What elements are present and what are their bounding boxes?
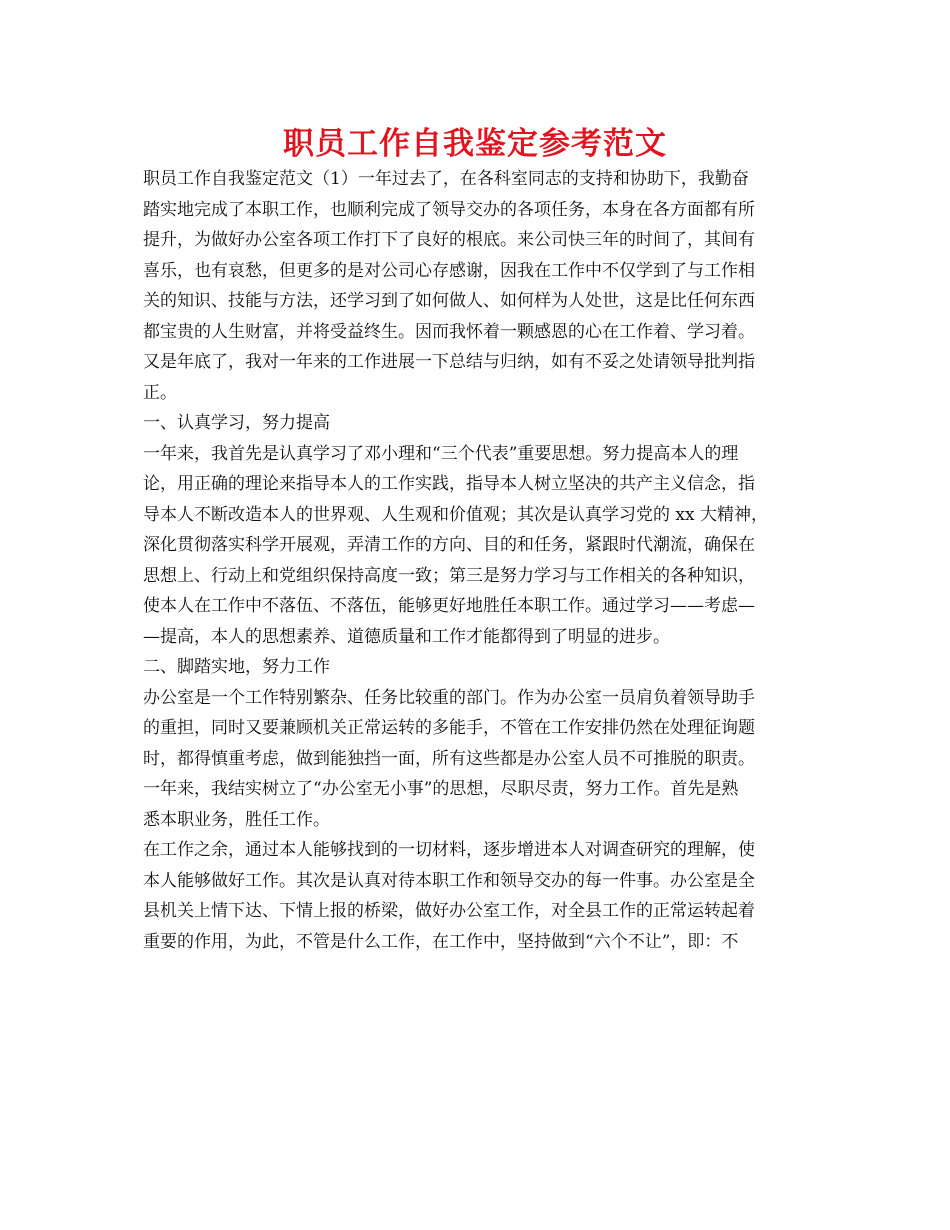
body-line: 导本人不断改造本人的世界观、人生观和价值观；其次是认真学习党的 xx 大精神， [143,504,768,525]
body-line: 时，都得慎重考虑，做到能独挡一面，所有这些都是办公室人员不可推脱的职责。 [143,748,755,769]
body-line: 一年来，我首先是认真学习了邓小理和“三个代表”重要思想。努力提高本人的理 [143,443,739,464]
body-line: 悉本职业务，胜任工作。 [143,809,330,830]
body-line: 思想上、行动上和党组织保持高度一致；第三是努力学习与工作相关的各种知识， [143,565,755,586]
body-line: 职员工作自我鉴定范文（1）一年过去了，在各科室同志的支持和协助下，我勤奋 [143,169,749,189]
body-line: 关的知识、技能与方法，还学习到了如何做人、如何样为人处世，这是比任何东西 [143,291,755,311]
body-line: 在工作之余，通过本人能够找到的一切材料，逐步增进本人对调查研究的理解，使 [143,840,755,860]
section-heading: 一、认真学习，努力提高 [143,413,330,433]
body-line: 本人能够做好工作。其次是认真对待本职工作和领导交办的每一件事。办公室是全 [143,870,755,891]
body-line: 使本人在工作中不落伍、不落伍，能够更好地胜任本职工作。通过学习——考虑— [143,596,755,616]
document-body [143,164,823,957]
body-line: 正。 [143,382,177,403]
body-line: 的重担，同时又要兼顾机关正常运转的多能手，不管在工作安排仍然在处理征询题 [143,718,755,738]
body-line: 踏实地完成了本职工作，也顺利完成了领导交办的各项任务，本身在各方面都有所 [143,199,755,220]
body-line: —提高，本人的思想素养、道德质量和工作才能都得到了明显的进步。 [143,626,670,647]
body-line: 论，用正确的理论来指导本人的工作实践，指导本人树立坚决的共产主义信念，指 [143,474,755,494]
body-line: 喜乐，也有哀愁，但更多的是对公司心存感谢，因我在工作中不仅学到了与工作相 [143,260,755,281]
section-heading: 二、脚踏实地，努力工作 [143,657,330,677]
body-line: 深化贯彻落实科学开展观，弄清工作的方向、目的和任务，紧跟时代潮流，确保在 [143,535,755,555]
body-line: 县机关上情下达、下情上报的桥梁，做好办公室工作，对全县工作的正常运转起着 [143,901,755,921]
body-line: 提升，为做好办公室各项工作打下了良好的根底。来公司快三年的时间了，其间有 [143,230,755,250]
body-line: 办公室是一个工作特别繁杂、任务比较重的部门。作为办公室一员肩负着领导助手 [143,687,755,708]
body-line: 一年来，我结实树立了“办公室无小事”的思想，尽职尽责，努力工作。首先是熟 [143,779,739,799]
document-title: 职员工作自我鉴定参考范文 [283,126,667,162]
body-line: 重要的作用，为此，不管是什么工作，在工作中，坚持做到“六个不让”，即：不 [143,931,739,952]
body-line: 又是年底了，我对一年来的工作进展一下总结与归纳，如有不妥之处请领导批判指 [143,352,755,372]
body-line: 都宝贵的人生财富，并将受益终生。因而我怀着一颗感恩的心在工作着、学习着。 [143,321,755,342]
